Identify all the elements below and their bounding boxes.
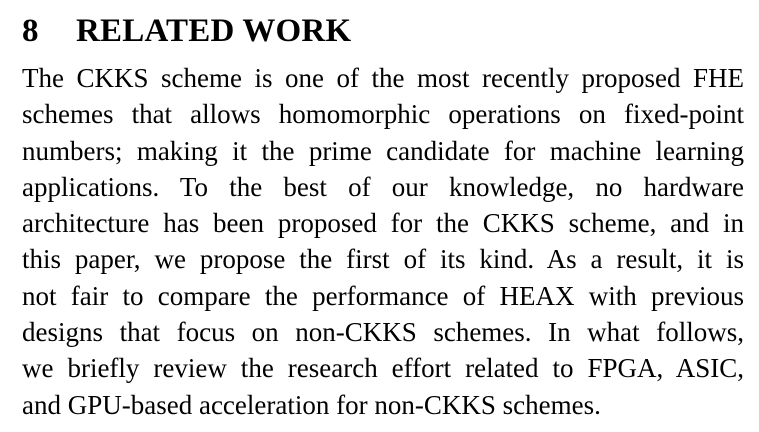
paragraph-line-3: numbers; making it the prime candidate for machine learning bbox=[22, 135, 744, 166]
paragraph-line-1: The CKKS scheme is one of the most recently proposed FHE bbox=[22, 63, 744, 93]
paragraph-line-6: this paper, we propose the first of its kind. As a result, it is bbox=[22, 244, 744, 275]
section-heading bbox=[22, 8, 744, 54]
section-number: 8 bbox=[22, 13, 39, 49]
paper-page bbox=[22, 8, 744, 423]
paragraph-line-10: and GPU-based acceleration for non-CKKS schemes. bbox=[22, 389, 601, 420]
section-title: RELATED WORK bbox=[76, 13, 352, 49]
paragraph-line-4: applications. To the best of our knowledge, no hardware bbox=[22, 171, 744, 202]
paragraph-line-2: schemes that allows homomorphic operations on fixed-point bbox=[22, 99, 744, 130]
related-work-paragraph bbox=[22, 60, 744, 423]
paragraph-line-5: architecture has been proposed for the CKKS scheme, and in bbox=[22, 208, 744, 239]
paragraph-line-9: we briefly review the research effort related to FPGA, ASIC, bbox=[22, 353, 744, 384]
paragraph-line-7: not fair to compare the performance of HEAX with previous bbox=[22, 280, 744, 311]
paragraph-line-8: designs that focus on non-CKKS schemes. In what follows, bbox=[22, 317, 744, 348]
